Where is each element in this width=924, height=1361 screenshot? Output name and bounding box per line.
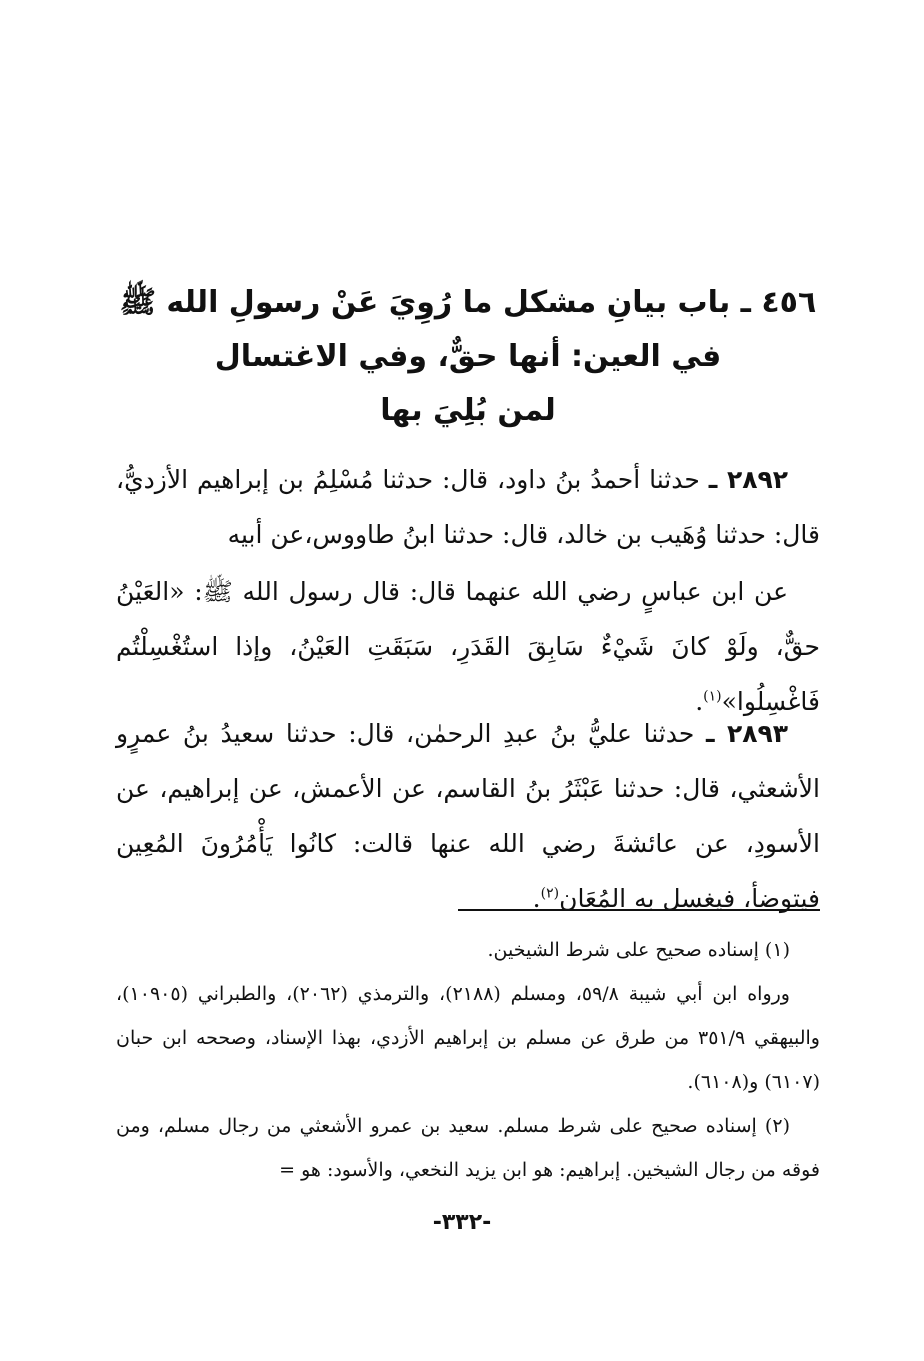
hadith-number: ٢٨٩٣ ـ xyxy=(706,719,789,748)
sentence-end: . xyxy=(695,687,704,716)
sentence-end: . xyxy=(532,884,541,913)
hadith-2892-isnad xyxy=(116,452,820,562)
hadith-2893 xyxy=(116,706,820,926)
footnote-reference: (٢) xyxy=(540,885,560,902)
footnote-1: (١) إسناده صحيح على شرط الشيخين. xyxy=(487,939,790,961)
footnotes xyxy=(116,928,820,1192)
chapter-heading-line-3: لمن بُلِيَ بها xyxy=(380,393,556,428)
hadith-2892-matn xyxy=(116,564,820,729)
chapter-heading-line-2: في العين: أنها حقٌّ، وفي الاغتسال xyxy=(214,339,722,374)
hadith-text: عن ابن عباسٍ رضي الله عنهما قال: قال رسول الله ﷺ: «العَيْنُ حقٌّ، ولَوْ كانَ شَيْءٌ سَابِقَ القَدَرِ، سَبَقَتِ العَيْنُ، وإذا استُغْسِلْتُم فَاغْسِلُوا» xyxy=(116,577,820,716)
footnote-2: (٢) إسناده صحيح على شرط مسلم. سعيد بن عمرو الأشعثي من رجال مسلم، ومن فوقه من رجال الشيخين. إبراهيم: هو ابن يزيد النخعي، والأسود: هو = xyxy=(116,1115,820,1181)
page-number: -٣٣٢- xyxy=(432,1210,492,1235)
footnote-separator xyxy=(458,909,820,911)
hadith-number: ٢٨٩٢ ـ xyxy=(708,465,788,494)
footnote-1-continuation: ورواه ابن أبي شيبة ٥٩/٨، ومسلم (٢١٨٨)، والترمذي (٢٠٦٢)، والطبراني (١٠٩٠٥)، والبيهقي ٣٥١/٩ من طرق عن مسلم بن إبراهيم الأزدي، بهذا الإسناد، وصححه ابن حبان (٦١٠٧) و(٦١٠٨). xyxy=(116,983,820,1093)
hadith-text: حدثنا أحمدُ بنُ داود، قال: حدثنا مُسْلِمُ بن إبراهيم الأزديُّ، قال: حدثنا وُهَيب بن خالد، قال: حدثنا ابنُ طاووس،عن أبيه xyxy=(116,465,820,549)
chapter-heading xyxy=(118,276,818,438)
chapter-heading-line-1: ٤٥٦ ـ باب بيانِ مشكل ما رُوِيَ عَنْ رسولِ الله ﷺ xyxy=(119,285,817,320)
hadith-text: حدثنا عليُّ بنُ عبدِ الرحمٰن، قال: حدثنا سعيدُ بنُ عمرٍو الأشعثي، قال: حدثنا عَبْثَرُ بنُ القاسم، عن الأعمش، عن إبراهيم، عن الأسودِ، عن عائشةَ رضي الله عنها قالت: كانُوا يَأْمُرُونَ المُعِين فيتوضأ، فيغسل به المُعَان xyxy=(116,719,820,913)
footnote-reference: (١) xyxy=(703,688,722,705)
